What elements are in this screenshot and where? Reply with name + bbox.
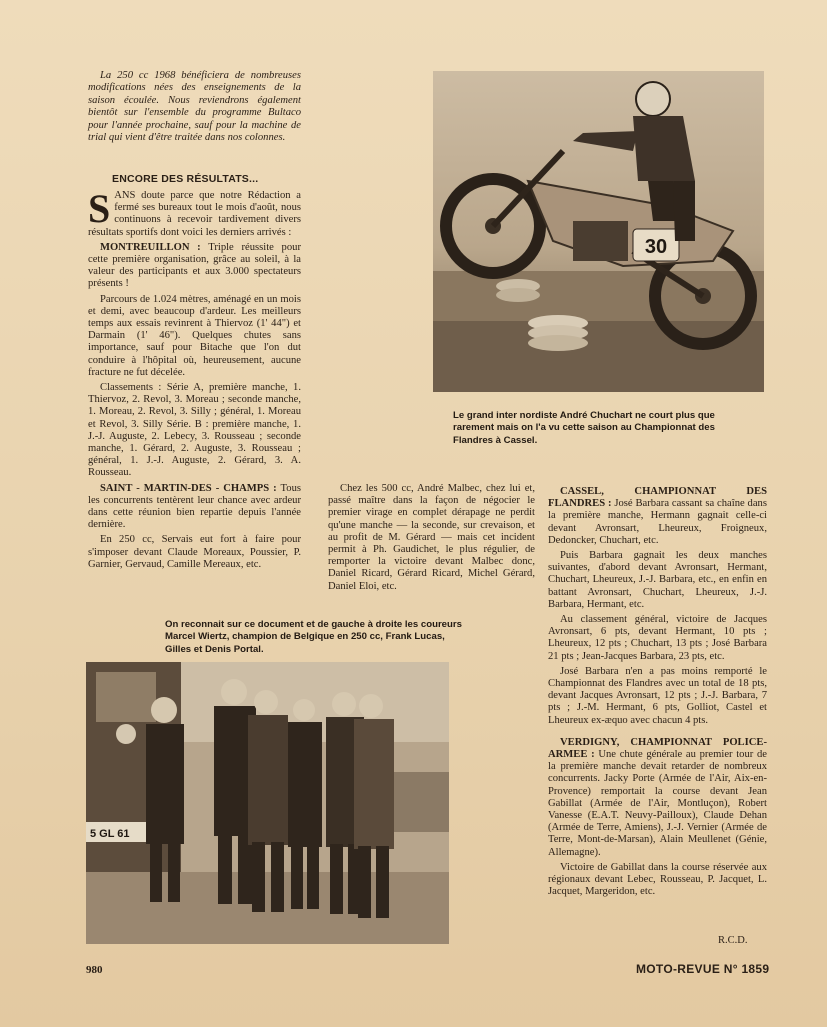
caption-group-photo: On reconnait sur ce document et de gauche à droite les coureurs Marcel Wiertz, champion de Belgique en 250 cc, Frank Lucas, Gilles et Denis Portal.: [165, 619, 462, 655]
cc250-paragraph: En 250 cc, Servais eut fort à faire pour s'imposer devant Claude Moreaux, Poussier, P. Garnier, Gervaud, Camille Mereaux, etc.: [88, 534, 301, 570]
bike-number: 30: [644, 236, 668, 258]
saint-martin-paragraph: [88, 483, 301, 532]
parcours-paragraph: Parcours de 1.024 mètres, aménagé en un mois et demi, avec beaucoup d'ardeur. Les meilleurs temps aux essais revinrent à Thiervoz (1' 44") et Darmain (1' 46"). Quelques chutes sans importance, sauf pour Bitache que l'on dut conduire à l'hôpital où, heureusement, aucune fracture ne fut décelée.: [88, 293, 301, 378]
saint-martin-label: SAINT - MARTIN-DES - CHAMPS :: [100, 482, 277, 494]
col3-paragraph-4: José Barbara n'en a pas moins remporté le Championnat des Flandres avec un total de 18 pts, devant Jacques Avronsart, 12 pts ; J.-J. Barbara, 7 pts ; J.-M. Hermant, 6 pts, Golliot, Castel et Lheureux ex-æquo avec chacun 4 pts.: [548, 665, 767, 726]
montreuillon-label: MONTREUILLON :: [100, 241, 201, 253]
drop-cap: S: [88, 186, 111, 231]
caption-rider-jump: Le grand inter nordiste André Chuchart ne court plus que rarement mais on l'a vu cette saison au Championnat des Flandres à Cassel.: [453, 410, 715, 446]
classements-paragraph: Classements : Série A, première manche, 1. Thiervoz, 2. Revol, 3. Moreau ; seconde manche, 1. Moreau, 2. Revol, 3. Silly ; général, 1. Moreau et Revol, 3. Silly Série. B : première manche, 1. J.-J. Auguste, 2. Lebecy, 3. Rousseau ; seconde manche, 1. Gérard, 2. Auguste, 3. Rousseau ; général, 1. J.-J. Auguste, 2. Gérard, 3. A. Rousseau.: [88, 382, 301, 479]
lead-paragraph: [88, 186, 301, 239]
cassel-text: José Barbara cassant sa chaîne dans la première manche, Hermann gagnait celle-ci devant Avronsart, Lheureux, Froigneux, Dedoncker, Chuchart, etc.: [548, 498, 767, 546]
cassel-label: CASSEL, CHAMPIONNAT DES FLANDRES :: [548, 486, 767, 510]
col3-paragraph-2: Puis Barbara gagnait les deux manches suivantes, d'abord devant Avronsart, Hermant, Chuchart, Lheureux, J.-J. Barbara, etc., en enfin en battant Avronsart, Chuchart, Lheureux, J.-J. Barbara, Hermant, etc.: [548, 550, 767, 610]
page-number: 980: [86, 964, 103, 976]
col2-paragraph: Chez les 500 cc, André Malbec, chez lui et, passé maître dans la façon de négocier le premier virage en complet dérapage ne perdit qu'une manche — la seconde, sur crevaison, et au profit de M. Gérard — mais cet incident permit à Ph. Gaudichet, le plus régulier, de remporter la victoire devant Malbec donc, Daniel Ricard, Gérard Ricard, Michel Gérard, Daniel Eloi, etc.: [328, 483, 535, 592]
column-1: [88, 186, 301, 574]
intro-paragraph: [88, 70, 301, 144]
signature: R.C.D.: [718, 935, 748, 946]
licence-plate: 5 GL 61: [90, 828, 130, 840]
group-illustration: [86, 662, 449, 944]
masthead: MOTO-REVUE N° 1859: [636, 962, 770, 976]
saint-martin-text: Tous les concurrents tentèrent leur chance avec ardeur dans cette réunion bien repartie depuis l'année dernière.: [88, 482, 301, 531]
montreuillon-paragraph: [88, 242, 301, 291]
col3-paragraph-6: Victoire de Gabillat dans la course réservée aux régionaux devant Lebec, Rousseau, P. Jacquet, L. Jacquet, Margeridon, etc.: [548, 861, 767, 898]
rider-jump-illustration: [433, 71, 764, 392]
cassel-paragraph: [548, 486, 767, 547]
column-2: [328, 483, 535, 596]
section-heading: ENCORE DES RÉSULTATS...: [112, 173, 259, 185]
verdigny-label: VERDIGNY, CHAMPIONNAT POLICE-ARMEE :: [548, 736, 767, 761]
lead-text: ANS doute parce que notre Rédaction a fermé ses bureaux tout le mois d'août, nous continuons à recevoir tardivement divers résultats sportifs dont voici les derniers arrivés :: [88, 190, 301, 238]
verdigny-text: Une chute générale au premier tour de la première manche devait retarder de nombreux concurrents. Jacky Porte (Armée de l'Air, Aix-en-Provence) remportait la course devant Jean Gabillat (Armée de l'Air, Montluçon), Robert Vanesse (E.A.T. Neuvy-Pailloux), Claude Dehan (Armée de Terre, Amiens), J.-J. Vernier (Armée de Terre, Mont-de-Marsan), Alain Meullenet (Génie, Allemagne).: [548, 749, 767, 858]
photo-rider-jump: [433, 71, 764, 392]
montreuillon-text: Triple réussite pour cette première organisation, grâce au soleil, à la valeur des participants et aux 3.000 spectateurs présents !: [88, 241, 301, 290]
column-3: [548, 486, 767, 902]
intro-text: La 250 cc 1968 bénéficiera de nombreuses modifications nées des enseignements de la saison écoulée. Nous reviendrons également bientôt sur l'ensemble du programme Bultaco pour l'année prochaine, sauf pour la machine de trial qui vient d'être traitée dans nos colonnes.: [88, 70, 301, 144]
photo-riders-group: [86, 662, 449, 944]
col3-paragraph-3: Au classement général, victoire de Jacques Avronsart, 6 pts, devant Hermant, 10 pts ; Lheureux, 12 pts ; Chuchart, 13 pts ; José Barbara 21 pts ; Jean-Jacques Barbara, 23 pts, etc.: [548, 614, 767, 662]
verdigny-paragraph: [548, 737, 767, 859]
